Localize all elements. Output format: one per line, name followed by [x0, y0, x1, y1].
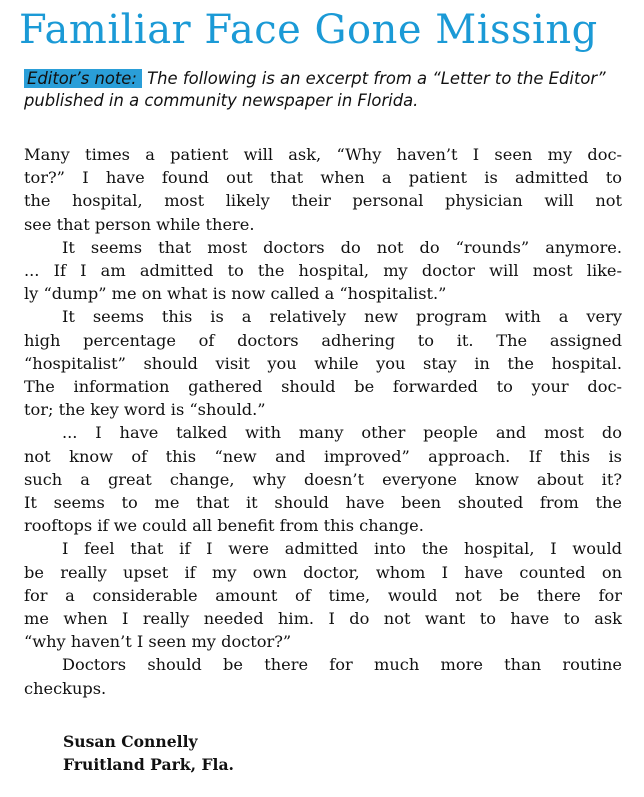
letter-line: ... If I am admitted to the hospital, my doctor will most like-: [24, 261, 622, 281]
letter-line: not know of this “new and improved” approach. If this is: [24, 446, 622, 466]
letter-line: rooftops if we could all benefit from this change.: [24, 516, 424, 536]
author-name: Susan Connelly: [63, 732, 198, 751]
letter-line: checkups.: [24, 678, 107, 698]
article-title: Familiar Face Gone Missing: [19, 7, 598, 53]
letter-line: ly “dump” me on what is now called a “hospitalist.”: [24, 284, 447, 304]
letter-line: “hospitalist” should visit you while you stay in the hospital.: [24, 353, 622, 373]
editors-note: [24, 68, 624, 112]
letter-line: the hospital, most likely their personal physician will not: [24, 191, 622, 211]
letter-line: It seems that most doctors do not do “rounds” anymore.: [62, 237, 622, 257]
author-location: Fruitland Park, Fla.: [63, 755, 234, 774]
letter-line: The information gathered should be forwarded to your doc-: [24, 377, 622, 397]
letter-line: “why haven’t I seen my doctor?”: [24, 632, 292, 652]
editors-note-text: The following is an excerpt from a “Letter to the Editor” published in a community newspaper in Florida.: [24, 69, 606, 110]
editors-note-label: Editor’s note:: [24, 69, 142, 88]
letter-line: Many times a patient will ask, “Why haven’t I seen my doc-: [24, 145, 622, 164]
letter-body: [24, 143, 622, 700]
letter-line: be really upset if my own doctor, whom I have counted on: [24, 562, 622, 582]
letter-line: for a considerable amount of time, would not be there for: [24, 585, 622, 605]
letter-line: high percentage of doctors adhering to it. The assigned: [24, 330, 622, 350]
letter-line: such a great change, why doesn’t everyone know about it?: [24, 469, 622, 489]
letter-line: ... I have talked with many other people and most do: [62, 423, 622, 443]
letter-line: I feel that if I were admitted into the hospital, I would: [62, 539, 622, 559]
letter-line: It seems this is a relatively new program with a very: [62, 307, 622, 327]
letter-line: tor?” I have found out that when a patient is admitted to: [24, 168, 622, 188]
letter-line: Doctors should be there for much more than routine: [62, 655, 622, 675]
letter-signature: [63, 730, 234, 776]
letter-line: tor; the key word is “should.”: [24, 400, 266, 420]
letter-line: me when I really needed him. I do not want to have to ask: [24, 609, 622, 629]
letter-line: It seems to me that it should have been shouted from the: [24, 493, 622, 513]
letter-line: see that person while there.: [24, 214, 255, 234]
